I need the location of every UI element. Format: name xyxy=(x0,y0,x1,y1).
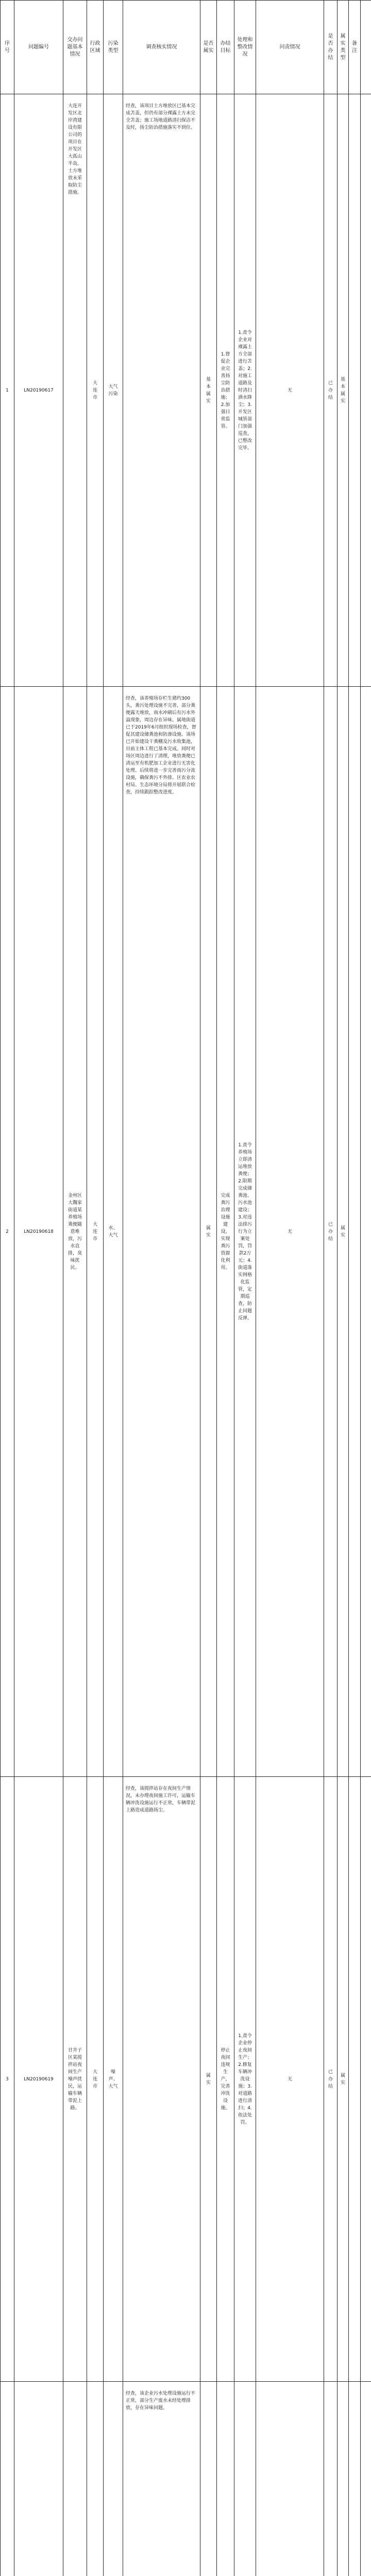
header-cell: 序号 xyxy=(1,1,14,94)
goal-cell: 停止夜间违规生产，完善冲洗设施。 xyxy=(217,1777,234,2381)
verified-cell: 基本属实 xyxy=(200,94,217,686)
header-cell: 处理和整改情况 xyxy=(234,1,256,94)
investigation-cell: 经查，该养殖场存栏生猪约300头，粪污处理设施不完善，部分粪便露天堆放，雨水冲刷后有污水外溢现象，周边存在异味。属地街道已于2019年6月组织现场检查，督促其建设储粪池和防渗设施。该场已开始建设干粪棚及污水收集池，目前主体工程已基本完成。同时对场区周边进行了清理，堆放粪便已清运至有机肥加工企业进行无害化处理。后续将进一步完善雨污分流设施，确保粪污不外排。区农业农村局、生态环境分局将开展联合检查，持续跟踪整改进度。 xyxy=(123,687,200,1776)
type-cell: 属实 xyxy=(338,1777,349,2381)
accountability-cell: 无 xyxy=(256,687,324,1776)
code-cell: LN20190617 xyxy=(14,94,63,686)
header-cell: 是否办结 xyxy=(324,1,338,94)
accountability-cell: 无 xyxy=(256,94,324,686)
completed-cell xyxy=(324,2382,338,2576)
basic-cell: 甘井子区某搅拌站夜间生产噪声扰民，运输车辆带泥上路。 xyxy=(63,1777,87,2381)
remark-cell xyxy=(349,94,361,686)
table-row xyxy=(1,1777,371,2382)
header-cell: 交办问题基本情况 xyxy=(63,1,87,94)
code-cell xyxy=(14,2382,63,2576)
header-cell: 行政区域 xyxy=(87,1,104,94)
code-cell: LN20190619 xyxy=(14,1777,63,2381)
seq-cell: 2 xyxy=(1,687,14,1776)
verified-cell xyxy=(200,2382,217,2576)
header-cell: 污染类型 xyxy=(104,1,123,94)
accountability-cell xyxy=(256,2382,324,2576)
type-cell: 基本属实 xyxy=(338,94,349,686)
handling-cell: 1.责令企业停止夜间生产；2.修复车辆冲洗设施；3.对道路进行清扫；4.依法处罚。 xyxy=(234,1777,256,2381)
table-row xyxy=(1,94,371,687)
code-cell: LN20190618 xyxy=(14,687,63,1776)
seq-cell: 1 xyxy=(1,94,14,686)
region-cell: 大连市 xyxy=(87,687,104,1776)
basic-cell: 金州区大魏家街道某养殖场粪便随意堆放，污水直排，臭味扰民。 xyxy=(63,687,87,1776)
investigation-cell: 经查，该项目土方堆放区已基本完成苫盖，但仍有部分裸露土方未完全苫盖；施工场地道路清扫保洁不及时，扬尘防治措施落实不到位。 xyxy=(123,94,200,686)
remark-cell xyxy=(349,687,361,1776)
goal-cell: 1.督促企业完善扬尘防治措施；2.加强日常监管。 xyxy=(217,94,234,686)
remark-cell xyxy=(349,2382,361,2576)
investigation-cell: 经查，该企业污水处理设施运行不正常，部分生产废水未经处理排放，存在异味问题。 xyxy=(123,2382,200,2576)
verified-cell: 属实 xyxy=(200,1777,217,2381)
header-cell: 属实类型 xyxy=(338,1,349,94)
handling-cell: 1.责令企业对裸露土方全部进行苫盖；2.对施工道路及时清扫洒水降尘；3.开发区城管部门加强巡查，已整改完毕。 xyxy=(234,94,256,686)
type-cell: 属实 xyxy=(338,687,349,1776)
region-cell xyxy=(87,2382,104,2576)
pollution-cell xyxy=(104,2382,123,2576)
accountability-cell: 无 xyxy=(256,1777,324,2381)
verified-cell: 属实 xyxy=(200,687,217,1776)
basic-cell: 大连开发区北岸湾建设有限公司的项目在开发区大孤山半岛，土方堆放未采取防尘措施。 xyxy=(63,94,87,686)
seq-cell: 3 xyxy=(1,1777,14,2381)
region-cell: 大连市 xyxy=(87,94,104,686)
completed-cell: 已办结 xyxy=(324,687,338,1776)
type-cell xyxy=(338,2382,349,2576)
completed-cell: 已办结 xyxy=(324,1777,338,2381)
handling-cell: 1.责令养殖场立即清运堆放粪便；2.限期完成储粪池、污水池建设；3.对违法排污行为立案处罚，罚款2万元；4.街道落实网格化监管，定期巡查，防止问题反弹。 xyxy=(234,687,256,1776)
header-cell: 是否属实 xyxy=(200,1,217,94)
region-cell: 大连市 xyxy=(87,1777,104,2381)
basic-cell xyxy=(63,2382,87,2576)
pollution-cell: 水、大气 xyxy=(104,687,123,1776)
table-header xyxy=(1,1,371,94)
goal-cell xyxy=(217,2382,234,2576)
header-cell: 备注 xyxy=(349,1,361,94)
seq-cell xyxy=(1,2382,14,2576)
completed-cell: 已办结 xyxy=(324,94,338,686)
handling-cell xyxy=(234,2382,256,2576)
remark-cell xyxy=(349,1777,361,2381)
investigation-cell: 经查，该搅拌站存在夜间生产情况，未办理夜间施工许可，运输车辆冲洗设施运行不正常，车辆带泥上路造成道路扬尘。 xyxy=(123,1777,200,2381)
pollution-cell: 大气污染 xyxy=(104,94,123,686)
header-cell: 问责情况 xyxy=(256,1,324,94)
header-cell: 调查核实情况 xyxy=(123,1,200,94)
table-row xyxy=(1,2382,371,2576)
pollution-cell: 噪声、大气 xyxy=(104,1777,123,2381)
header-cell: 办结目标 xyxy=(217,1,234,94)
goal-cell: 完成粪污治理设施建设，实现粪污资源化利用。 xyxy=(217,687,234,1776)
header-cell: 问题编号 xyxy=(14,1,63,94)
table-row xyxy=(1,687,371,1777)
